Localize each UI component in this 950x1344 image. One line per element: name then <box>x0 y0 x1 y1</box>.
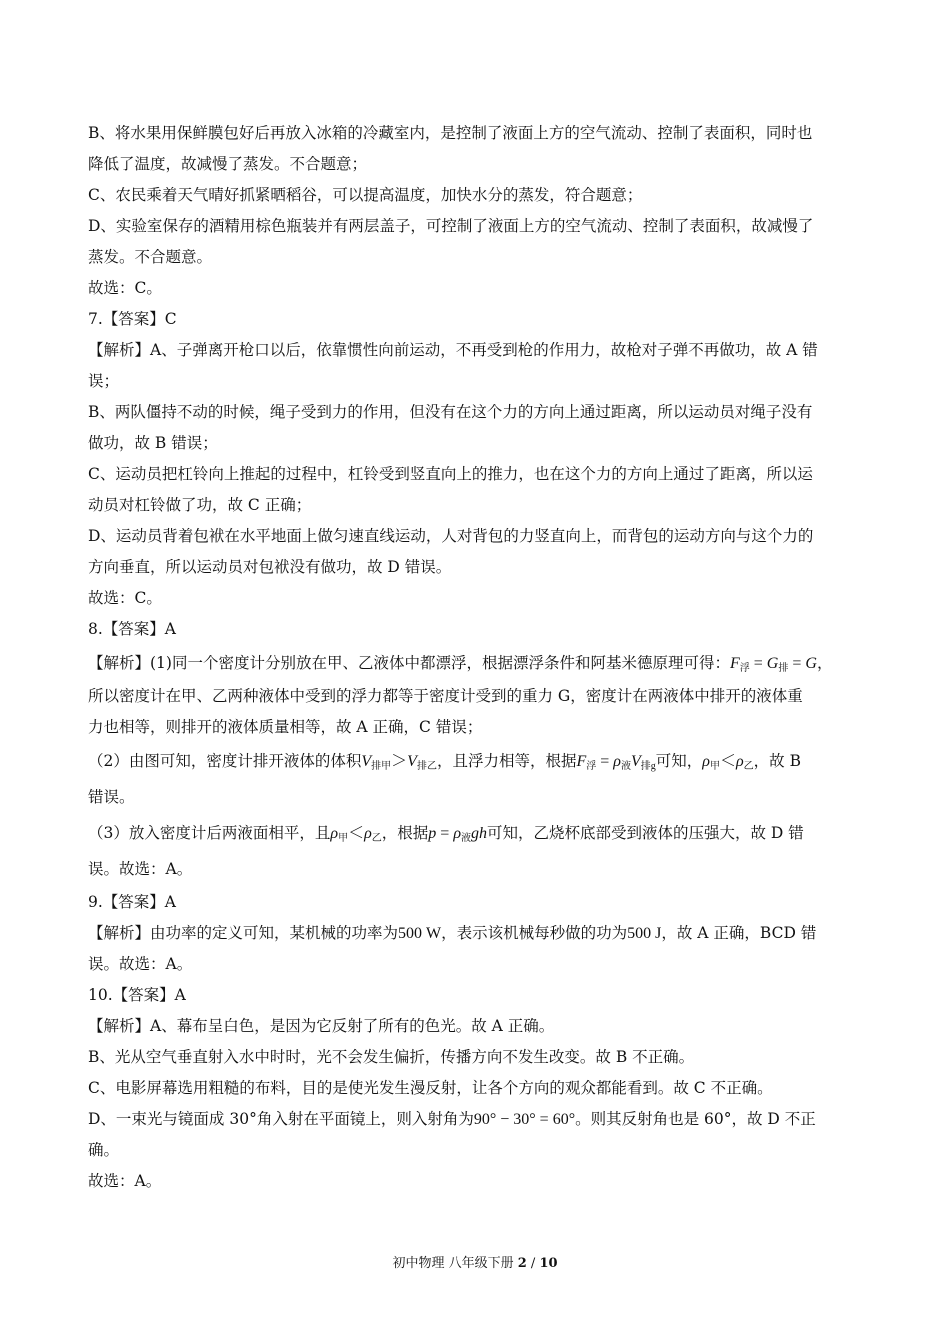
subscript: 排乙 <box>416 761 437 772</box>
text-span: ， <box>816 654 833 672</box>
text-line: B、两队僵持不动的时候，绳子受到力的作用，但没有在这个力的方向上通过距离，所以运动员对绳子没有 <box>88 403 813 421</box>
page-footer <box>0 1254 950 1274</box>
text-line: 做功，故 B 错误； <box>88 434 218 452</box>
text-line: 错误。 <box>88 788 135 806</box>
subscript: 甲 <box>709 761 720 772</box>
text-line: 力也相等，则排开的液体质量相等，故 A 正确，C 错误； <box>88 718 483 736</box>
text-span: （3）放入密度计后两液面相平，且 <box>88 824 331 842</box>
formula-line <box>88 743 864 779</box>
text-line: 故选：C。 <box>88 589 162 607</box>
symbol: ρ <box>364 825 372 842</box>
text-span: 可知， <box>655 752 703 770</box>
subscript: 乙 <box>371 833 382 844</box>
footer-course: 初中物理 八年级下册 <box>392 1256 514 1271</box>
text-line: 降低了温度，故减慢了蒸发。不合题意； <box>88 155 368 173</box>
answer-heading-9: 9.【答案】A <box>88 893 176 911</box>
text-line: 方向垂直，所以运动员对包袱没有做功，故 D 错误。 <box>88 558 452 576</box>
value: 500 J <box>627 925 662 942</box>
text-span: ，故 A 正确，BCD 错 <box>661 924 817 942</box>
value: 500 W <box>398 925 442 942</box>
operator: = <box>436 825 454 842</box>
operator: = <box>596 753 614 770</box>
symbol: ρ <box>453 825 461 842</box>
text-line: 所以密度计在甲、乙两种液体中受到的浮力都等于密度计受到的重力 G，密度计在两液体中排开的液体重 <box>88 687 803 705</box>
subscript: 甲 <box>338 833 349 844</box>
pressure-formula <box>428 825 487 842</box>
symbol: G <box>805 655 817 672</box>
text-span: ，且浮力相等，根据 <box>436 752 577 770</box>
text-line: 【解析】A、幕布呈白色，是因为它反射了所有的色光。故 A 正确。 <box>88 1017 555 1035</box>
text-line: 确。 <box>88 1141 120 1159</box>
symbol: ρ <box>702 753 710 770</box>
text-line: 误。故选：A。 <box>88 955 193 973</box>
text-line: 蒸发。不合题意。 <box>88 248 213 266</box>
subscript: 液 <box>461 833 471 844</box>
symbol: V <box>630 753 641 770</box>
formula-line <box>88 1104 864 1135</box>
subscript: 浮 <box>586 761 597 772</box>
symbol: F <box>576 753 587 770</box>
symbol: V <box>407 753 417 770</box>
operator: = <box>749 655 767 672</box>
symbol: p <box>428 825 437 842</box>
text-span: ，故 B <box>753 752 801 770</box>
work-value <box>627 925 661 942</box>
footer-page-total: 10 <box>539 1256 558 1271</box>
text-line: C、电影屏幕选用粗糙的布料，目的是使光发生漫反射，让各个方向的观众都能看到。故 C 不正确。 <box>88 1079 773 1097</box>
text-span: 。则其反射角也是 60°，故 D 不正 <box>575 1110 816 1128</box>
footer-separator: / <box>526 1256 540 1271</box>
subscript: 排 <box>778 663 789 674</box>
text-line: 误； <box>88 372 120 390</box>
text-line: C、运动员把杠铃向上推起的过程中，杠铃受到竖直向上的推力，也在这个力的方向上通过了距离，所以运 <box>88 465 813 483</box>
symbol: gh <box>471 825 487 842</box>
operator: ＞ <box>391 753 408 770</box>
density-comparison <box>702 753 753 770</box>
text-line: D、运动员背着包袱在水平地面上做匀速直线运动，人对背包的力竖直向上，而背包的运动方向与这个力的 <box>88 527 814 545</box>
text-line: B、将水果用保鲜膜包好后再放入冰箱的冷藏室内，是控制了液面上方的空气流动、控制了表面积，同时也 <box>88 124 813 142</box>
symbol: V <box>361 753 372 770</box>
text-line: 动员对杠铃做了功，故 C 正确； <box>88 496 312 514</box>
text-line: 故选：C。 <box>88 279 162 297</box>
answer-heading-10: 10.【答案】A <box>88 986 186 1004</box>
buoyancy-equation <box>730 655 817 672</box>
text-line: 【解析】A、子弹离开枪口以后，依靠惯性向前运动，不再受到枪的作用力，故枪对子弹不再做功，故 A 错 <box>88 341 818 359</box>
text-line: D、实验室保存的酒精用棕色瓶装并有两层盖子，可控制了液面上方的空气流动、控制了表面积，故减慢了 <box>88 217 814 235</box>
text-line: 故选：A。 <box>88 1172 162 1190</box>
text-span: 【解析】由功率的定义可知，某机械的功率为 <box>88 924 399 942</box>
subscript: 液 <box>620 761 631 772</box>
angle-equation <box>474 1111 575 1128</box>
text-line: C、农民乘着天气晴好抓紧晒稻谷，可以提高温度，加快水分的蒸发，符合题意； <box>88 186 643 204</box>
symbol: F <box>729 655 740 672</box>
subscript: 排g <box>640 761 656 772</box>
text-span: ，表示该机械每秒做的功为 <box>441 924 628 942</box>
value: 90° − 30° = 60° <box>473 1111 576 1128</box>
subscript: 排甲 <box>371 761 392 772</box>
text-line: B、光从空气垂直射入水中时时，光不会发生偏折，传播方向不发生改变。故 B 不正确。 <box>88 1048 695 1066</box>
formula-line <box>88 918 864 949</box>
power-value <box>398 925 441 942</box>
symbol: ρ <box>330 825 339 842</box>
text-span: D、一束光与镜面成 30°角入射在平面镜上，则入射角为 <box>88 1110 474 1128</box>
text-span: 【解析】(1)同一个密度计分别放在甲、乙液体中都漂浮，根据漂浮条件和阿基米德原理可得： <box>88 654 730 672</box>
footer-page-number: 2 <box>517 1256 527 1271</box>
answer-heading-8: 8.【答案】A <box>88 620 176 638</box>
symbol: ρ <box>735 753 744 770</box>
buoyancy-formula <box>576 753 655 770</box>
text-span: （2）由图可知，密度计排开液体的体积 <box>88 752 362 770</box>
operator: ＜ <box>719 753 736 770</box>
operator: ＜ <box>348 825 365 842</box>
density-comparison <box>330 825 381 842</box>
text-span: 可知，乙烧杯底部受到液体的压强大，故 D 错 <box>487 824 804 842</box>
symbol: G <box>766 655 779 672</box>
text-span: ，根据 <box>381 824 429 842</box>
subscript: 乙 <box>743 761 754 772</box>
text-line: 误。故选：A。 <box>88 860 193 878</box>
volume-comparison <box>361 753 437 770</box>
formula-line <box>88 815 864 851</box>
operator: = <box>788 655 806 672</box>
answer-heading-7: 7.【答案】C <box>88 310 177 328</box>
answer-explanations <box>88 118 864 1197</box>
symbol: ρ <box>613 753 621 770</box>
subscript: 浮 <box>739 663 750 674</box>
formula-line <box>88 645 864 681</box>
